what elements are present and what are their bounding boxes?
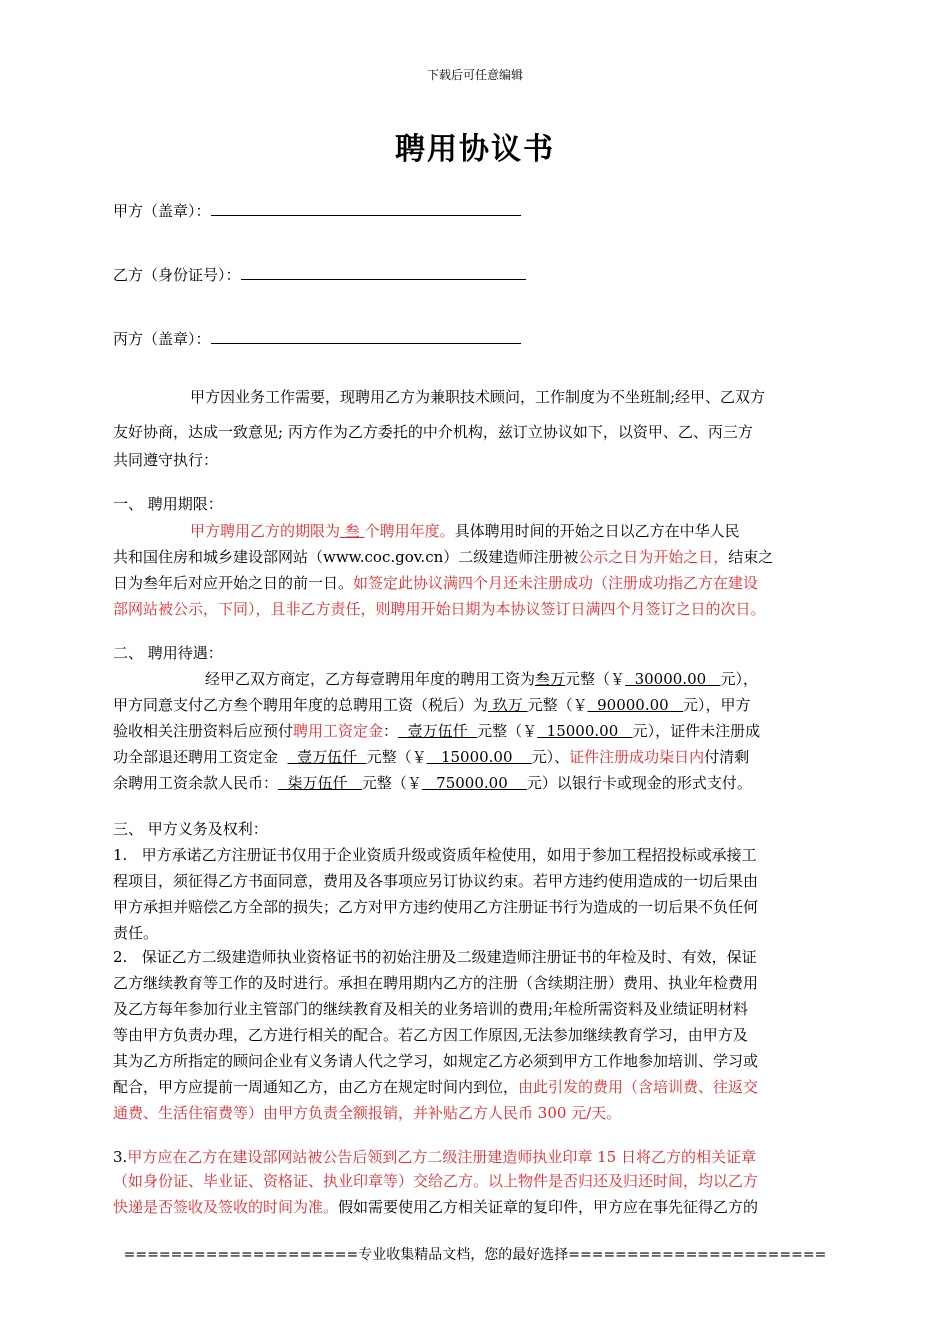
s2-line-2	[113, 694, 751, 715]
s3-item2-line-1: 2. 保证乙方二级建造师执业资格证书的初始注册及二级建造师注册证书的年检及时、有效，保证	[113, 948, 757, 966]
s2-balance-number: 75000.00	[421, 774, 527, 792]
s2-l5-text: 余聘用工资余款人民币：	[113, 774, 279, 792]
s2-annual-salary-number: 30000.00	[625, 670, 721, 688]
s1-line-2	[113, 546, 773, 567]
party-c-line	[113, 326, 521, 349]
party-b-line	[113, 262, 526, 285]
s3-item3-line-2: （如身份证、毕业证、资格证、执业印章等）交给乙方。以上物件是否归还及归还时间，均以乙方	[113, 1172, 759, 1190]
s2-l3-colon: ：	[383, 722, 399, 740]
s3-item2-line-5: 其为乙方所指定的顾问企业有义务请人代之学习，如规定乙方必须到甲方工作地参加培训、学习或	[113, 1052, 759, 1070]
s1-years: 叁	[340, 522, 365, 540]
s3-item1-line-1: 1. 甲方承诺乙方注册证书仅用于企业资质升级或资质年检使用，如用于参加工程招投标或承接工	[113, 846, 757, 864]
s2-deposit-number: 15000.00	[537, 722, 633, 740]
s1-l3-text: 日为叁年后对应开始之日的前一日。	[113, 574, 354, 592]
s1-line-1	[190, 520, 740, 541]
s3-item1-line-4: 责任。	[113, 924, 159, 942]
s1-l2-text-2: 结束之	[728, 548, 774, 566]
s1-text: 具体聘用时间的开始之日以乙方在中华人民	[454, 522, 740, 540]
s2-l4-red: 证件注册成功柒日内	[569, 748, 705, 766]
s1-term-red: 甲方聘用乙方的期限为	[190, 522, 341, 540]
intro-line-2: 友好协商，达成一致意见; 丙方作为乙方委托的中介机构，兹订立协议如下，以资甲、乙、丙三方	[113, 423, 753, 441]
s3-i3-number: 3.	[113, 1148, 128, 1166]
s2-total-salary-number: 90000.00	[587, 696, 683, 714]
s3-i3-l3-text: 假如需要使用乙方相关证章的复印件，甲方应在事先征得乙方的	[338, 1198, 759, 1216]
s3-i3-l3-red: 快递是否签收及签收的时间为准。	[113, 1198, 339, 1216]
s2-l3-text: 验收相关注册资料后应预付	[113, 722, 294, 740]
s3-i2-l6-red: 由此引发的费用（含培训费、往返交	[518, 1078, 759, 1096]
document-title: 聘用协议书	[395, 132, 555, 167]
s3-item1-line-3: 甲方承担并赔偿乙方全部的损失；乙方对甲方违约使用乙方注册证书行为造成的一切后果不负任何	[113, 898, 759, 916]
s1-term-red-2: 个聘用年度。	[364, 522, 455, 540]
s3-item2-line-3: 及乙方每年参加行业主管部门的继续教育及相关的业务培训的费用;年检所需资料及业绩证明材料	[113, 1000, 749, 1018]
s3-i2-l6-text: 配合，甲方应提前一周通知乙方，由乙方在规定时间内到位，	[113, 1078, 519, 1096]
s2-line-4	[113, 746, 749, 767]
s2-l1-text-3: 元），	[720, 670, 758, 688]
s2-l2-text-2: 元整（￥	[527, 696, 588, 714]
s1-l2-red: 公示之日为开始之日，	[578, 548, 729, 566]
party-b-label: 乙方（身份证号）：	[113, 266, 241, 284]
page-footer: ====================专业收集精品文档，您的最好选择======================	[123, 1247, 827, 1263]
s2-l1-text-2: 元整（￥	[565, 670, 626, 688]
section-3-heading: 三、 甲方义务及权利：	[113, 820, 268, 838]
s3-item2-line-2: 乙方继续教育等工作的及时进行。承担在聘用期内乙方的注册（含续期注册）费用、执业年检费用	[113, 974, 759, 992]
section-1-heading: 一、 聘用期限：	[113, 495, 223, 513]
s1-line-3	[113, 572, 758, 593]
s3-item1-line-2: 程项目，须征得乙方书面同意，费用及各事项应另订协议约束。若甲方违约使用造成的一切后果由	[113, 872, 759, 890]
intro-line-3: 共同遵守执行：	[113, 451, 219, 469]
s2-annual-salary-words: 叁万	[535, 670, 566, 688]
party-a-blank	[211, 198, 521, 216]
s1-l3-red: 如签定此协议满四个月还未注册成功（注册成功指乙方在建设	[353, 574, 759, 592]
s1-l2-text: 共和国住房和城乡建设部网站（www.coc.gov.cn）二级建造师注册被	[113, 548, 579, 566]
party-a-label: 甲方（盖章）：	[113, 202, 211, 220]
s2-l4-text-3: 元）、	[531, 748, 570, 766]
s2-deposit-label: 聘用工资定金	[293, 722, 384, 740]
s2-l2-text-3: 元），甲方	[683, 696, 751, 714]
s3-item3-line-3	[113, 1196, 758, 1217]
s2-line-3	[113, 720, 760, 741]
s2-l3-text-2: 元整（￥	[477, 722, 538, 740]
s2-l2-text: 甲方同意支付乙方叁个聘用年度的总聘用工资（税后）为	[113, 696, 489, 714]
s2-balance-words: 柒万伍仟	[278, 774, 362, 792]
s2-l4-text-2: 元整（￥	[366, 748, 427, 766]
s2-refund-number: 15000.00	[426, 748, 532, 766]
s2-l1-text: 经甲乙双方商定，乙方每壹聘用年度的聘用工资为	[205, 670, 536, 688]
s1-line-4: 部网站被公示，下同），且非乙方责任，则聘用开始日期为本协议签订日满四个月签订之日的次日。	[113, 600, 766, 618]
s2-line-1	[205, 668, 758, 689]
s3-item2-line-6	[113, 1076, 758, 1097]
intro-line-1: 甲方因业务工作需要，现聘用乙方为兼职技术顾问，工作制度为不坐班制;经甲、乙双方	[190, 388, 766, 406]
s3-item2-line-4: 等由甲方负责办理，乙方进行相关的配合。若乙方因工作原因,无法参加继续教育学习，由甲方及	[113, 1026, 748, 1044]
s2-l4-text-4: 付清剩	[704, 748, 750, 766]
s2-deposit-words: 壹万伍仟	[398, 722, 478, 740]
section-2-heading: 二、 聘用待遇：	[113, 644, 223, 662]
party-c-label: 丙方（盖章）：	[113, 330, 211, 348]
s3-i3-l1-red: 甲方应在乙方在建设部网站被公告后领到乙方二级注册建造师执业印章 15 日将乙方的相关证章	[127, 1148, 756, 1166]
s3-item3-line-1	[113, 1146, 756, 1167]
s2-total-salary-words: 玖万	[488, 696, 528, 714]
party-b-blank	[241, 262, 526, 280]
s2-l5-text-2: 元整（￥	[361, 774, 422, 792]
party-a-line	[113, 198, 521, 221]
s2-l5-text-3: 元）以银行卡或现金的形式支付。	[526, 774, 752, 792]
s2-line-5	[113, 772, 752, 793]
s2-l4-text: 功全部退还聘用工资定金	[113, 748, 288, 766]
s2-l3-text-3: 元），证件未注册成	[632, 722, 761, 740]
s3-item2-line-7: 通费、生活住宿费等）由甲方负责全额报销，并补贴乙方人民币 300 元/天。	[113, 1104, 622, 1122]
s2-refund-words: 壹万伍仟	[287, 748, 367, 766]
party-c-blank	[211, 326, 521, 344]
page-header: 下载后可任意编辑	[426, 68, 523, 82]
